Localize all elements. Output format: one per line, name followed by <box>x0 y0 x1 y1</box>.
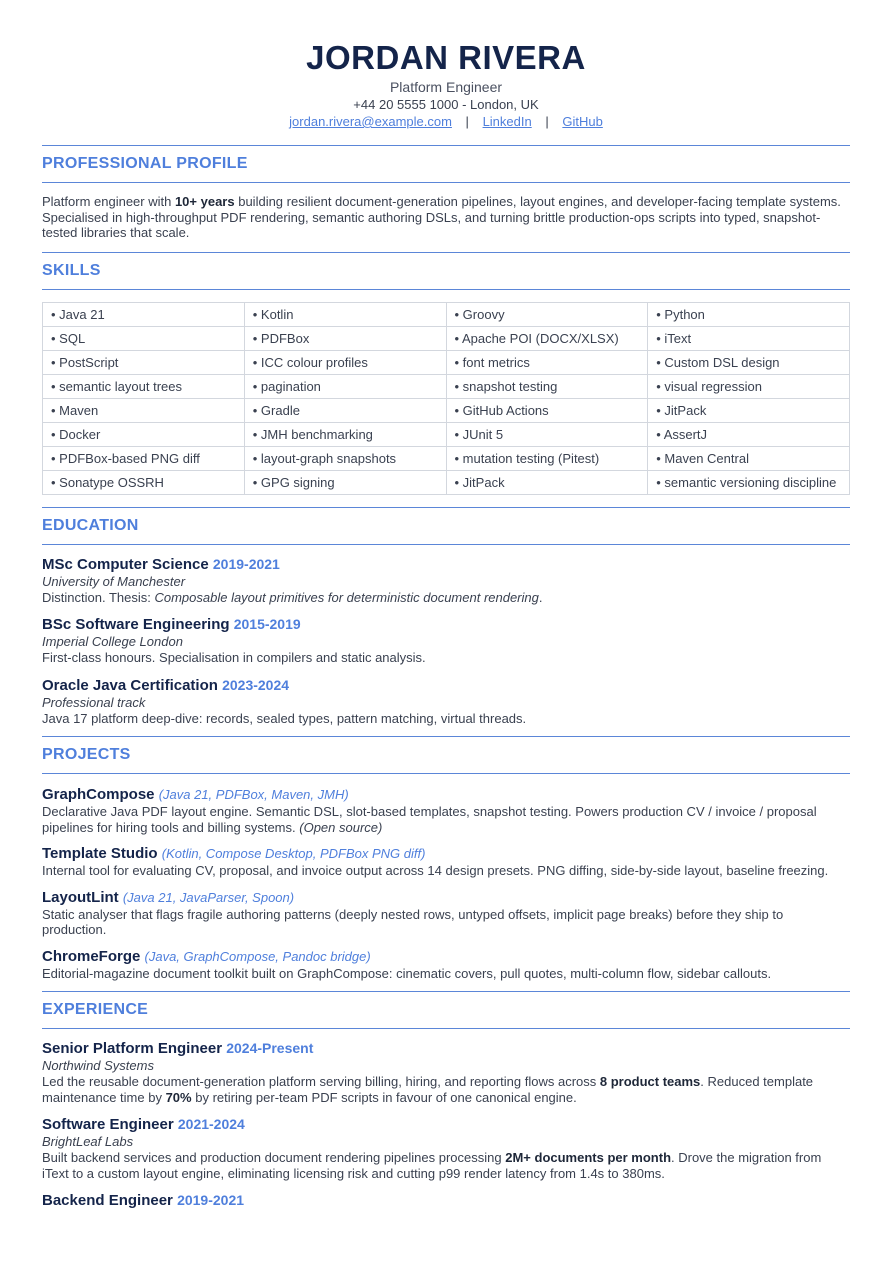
section-divider <box>42 507 850 508</box>
project-description <box>42 863 850 879</box>
project-description <box>42 804 850 835</box>
project-name: GraphCompose <box>42 786 155 803</box>
project-entry <box>42 948 850 982</box>
skill-item: • JMH benchmarking <box>244 422 446 446</box>
position-name: Senior Platform Engineer <box>42 1040 223 1057</box>
contact-links <box>42 113 850 130</box>
skill-item: • pagination <box>244 374 446 398</box>
job-title <box>42 1115 850 1134</box>
profile-text: building resilient document-generation pipelines, layout engines, and developer-facing template systems. Specialised in high-throughput PDF rendering, semantic authoring DSLs, and turning brittle production-ops scripts into typed, snapshot-tested libraries that scale. <box>42 194 841 240</box>
skill-item: • PDFBox <box>244 326 446 350</box>
education-text: First-class honours. Specialisation in compilers and static analysis. <box>42 650 426 665</box>
job-dates: 2019-2021 <box>177 1192 245 1208</box>
project-note: (Open source) <box>299 819 383 835</box>
job-title <box>42 1039 850 1058</box>
education-dates: 2015-2019 <box>233 616 301 632</box>
experience-list <box>42 1029 850 1220</box>
experience-entry <box>42 1039 850 1105</box>
section-title-education: EDUCATION <box>42 516 139 534</box>
skill-item: • font metrics <box>446 350 648 374</box>
education-title <box>42 555 850 574</box>
experience-entry <box>42 1115 850 1181</box>
github-link[interactable]: GitHub <box>562 114 603 129</box>
education-title <box>42 615 850 634</box>
skill-item: • Maven <box>43 398 245 422</box>
education-title <box>42 676 850 695</box>
skill-item: • visual regression <box>648 374 850 398</box>
skill-item: • AssertJ <box>648 422 850 446</box>
education-description <box>42 590 850 606</box>
skill-item: • PDFBox-based PNG diff <box>43 446 245 470</box>
skills-row <box>43 302 850 326</box>
skill-item: • ICC colour profiles <box>244 350 446 374</box>
skill-item: • Kotlin <box>244 302 446 326</box>
skill-item: • GPG signing <box>244 470 446 494</box>
project-text: Declarative Java PDF layout engine. Semantic DSL, slot-based templates, snapshot testing. Powers production CV / invoice / proposal pipelines for hiring tools and billing systems. <box>42 804 817 835</box>
skill-item: • semantic versioning discipline <box>648 470 850 494</box>
skill-item: • snapshot testing <box>446 374 648 398</box>
skill-item: • Custom DSL design <box>648 350 850 374</box>
job-text: . Reduced template maintenance time by <box>42 1074 814 1105</box>
skill-item: • Maven Central <box>648 446 850 470</box>
project-entry <box>42 845 850 879</box>
degree-name: MSc Computer Science <box>42 555 209 573</box>
degree-name: Oracle Java Certification <box>42 676 218 694</box>
project-name: ChromeForge <box>42 947 141 965</box>
project-text: Static analyser that flags fragile authoring patterns (deeply nested rows, untyped offsets, implicit page breaks) before they ship to production. <box>42 906 784 937</box>
education-description <box>42 711 850 727</box>
job-dates: 2021-2024 <box>177 1116 245 1132</box>
projects-list <box>42 774 850 991</box>
skill-item: • Sonatype OSSRH <box>43 470 245 494</box>
section-divider <box>42 736 850 737</box>
job-title <box>42 1191 850 1210</box>
skill-item: • Java 21 <box>43 302 245 326</box>
section-divider <box>42 252 850 253</box>
institution-name: Professional track <box>42 694 146 710</box>
job-highlight: 70% <box>165 1089 192 1105</box>
institution-name: Imperial College London <box>42 634 183 649</box>
skill-item: • Docker <box>43 422 245 446</box>
link-separator: | <box>465 114 469 129</box>
education-text: . <box>538 589 543 605</box>
position-name: Software Engineer <box>42 1116 174 1133</box>
candidate-name: JORDAN RIVERA <box>306 39 586 76</box>
job-text: Built backend services and production document rendering pipelines processing <box>42 1150 506 1165</box>
section-divider <box>42 145 850 146</box>
project-title <box>42 889 850 907</box>
skill-item: • layout-graph snapshots <box>244 446 446 470</box>
project-description <box>42 907 850 938</box>
company-name: Northwind Systems <box>42 1058 154 1073</box>
profile-summary <box>42 194 850 241</box>
candidate-role: Platform Engineer <box>389 79 503 95</box>
institution-name: University of Manchester <box>42 573 186 589</box>
section-title-projects: PROJECTS <box>42 746 131 763</box>
section-divider <box>42 289 850 290</box>
project-title <box>42 845 850 863</box>
project-entry <box>42 786 850 835</box>
job-description <box>42 1150 850 1181</box>
section-title-skills: SKILLS <box>42 261 101 279</box>
project-description <box>42 966 850 982</box>
thesis-title: Composable layout primitives for deterministic document rendering <box>154 589 539 605</box>
link-separator: | <box>545 114 549 129</box>
job-highlight: 8 product teams <box>599 1074 701 1089</box>
skill-item: • Python <box>648 302 850 326</box>
education-description <box>42 650 850 666</box>
degree-name: BSc Software Engineering <box>42 616 230 633</box>
skill-item: • Apache POI (DOCX/XLSX) <box>446 326 648 350</box>
skills-row <box>43 326 850 350</box>
skills-row <box>43 446 850 470</box>
education-entry <box>42 615 850 666</box>
job-highlight: 2M+ documents per month <box>505 1150 672 1165</box>
skill-item: • Groovy <box>446 302 648 326</box>
education-dates: 2023-2024 <box>222 676 290 693</box>
education-entry <box>42 555 850 606</box>
skills-row <box>43 398 850 422</box>
resume-header <box>42 40 850 130</box>
skills-row <box>43 422 850 446</box>
project-tech: (Kotlin, Compose Desktop, PDFBox PNG diff) <box>161 846 426 861</box>
section-divider <box>42 182 850 183</box>
email-link[interactable]: jordan.rivera@example.com <box>289 114 452 129</box>
skill-item: • JitPack <box>648 398 850 422</box>
project-entry <box>42 889 850 938</box>
job-description <box>42 1074 850 1105</box>
linkedin-link[interactable]: LinkedIn <box>482 114 532 129</box>
project-tech: (Java, GraphCompose, Pandoc bridge) <box>144 948 371 964</box>
skill-item: • semantic layout trees <box>43 374 245 398</box>
skill-item: • GitHub Actions <box>446 398 648 422</box>
position-name: Backend Engineer <box>42 1192 173 1209</box>
job-text: Led the reusable document-generation platform serving billing, hiring, and reporting flows across <box>42 1074 600 1089</box>
job-text: by retiring per-team PDF scripts in favour of one canonical engine. <box>191 1089 577 1105</box>
project-title <box>42 948 850 966</box>
skills-table <box>42 302 850 495</box>
project-text: Internal tool for evaluating CV, proposal, and invoice output across 14 design presets. PNG diffing, side-by-side layout, baseline freezing. <box>42 863 829 878</box>
project-name: LayoutLint <box>42 888 119 906</box>
skills-row <box>43 350 850 374</box>
skills-row <box>43 374 850 398</box>
experience-entry <box>42 1191 850 1210</box>
skill-item: • JUnit 5 <box>446 422 648 446</box>
education-dates: 2019-2021 <box>212 555 280 572</box>
education-list <box>42 545 850 737</box>
section-title-profile: PROFESSIONAL PROFILE <box>42 155 248 172</box>
profile-text: Platform engineer with <box>42 194 175 209</box>
project-title <box>42 786 850 804</box>
section-divider <box>42 991 850 992</box>
job-dates: 2024-Present <box>226 1040 314 1056</box>
section-title-experience: EXPERIENCE <box>42 1001 149 1018</box>
profile-highlight: 10+ years <box>174 194 235 209</box>
education-entry <box>42 676 850 727</box>
skill-item: • JitPack <box>446 470 648 494</box>
skill-item: • iText <box>648 326 850 350</box>
skill-item: • mutation testing (Pitest) <box>446 446 648 470</box>
skill-item: • PostScript <box>43 350 245 374</box>
skills-row <box>43 470 850 494</box>
education-text: Java 17 platform deep-dive: records, sealed types, pattern matching, virtual threads. <box>42 710 527 726</box>
project-tech: (Java 21, JavaParser, Spoon) <box>122 889 295 905</box>
education-text: Distinction. Thesis: <box>42 589 155 605</box>
project-text: Editorial-magazine document toolkit built on GraphCompose: cinematic covers, pull quotes, multi-column flow, sidebar callouts. <box>42 965 772 981</box>
project-tech: (Java 21, PDFBox, Maven, JMH) <box>158 787 349 802</box>
skill-item: • Gradle <box>244 398 446 422</box>
company-name: BrightLeaf Labs <box>42 1134 134 1149</box>
project-name: Template Studio <box>42 845 158 862</box>
job-text: . Drove the migration from iText to a custom layout engine, eliminating licensing risk and cutting p99 render latency from 1.4s to 380ms. <box>42 1150 822 1181</box>
contact-info: +44 20 5555 1000 - London, UK <box>353 97 539 112</box>
skill-item: • SQL <box>43 326 245 350</box>
